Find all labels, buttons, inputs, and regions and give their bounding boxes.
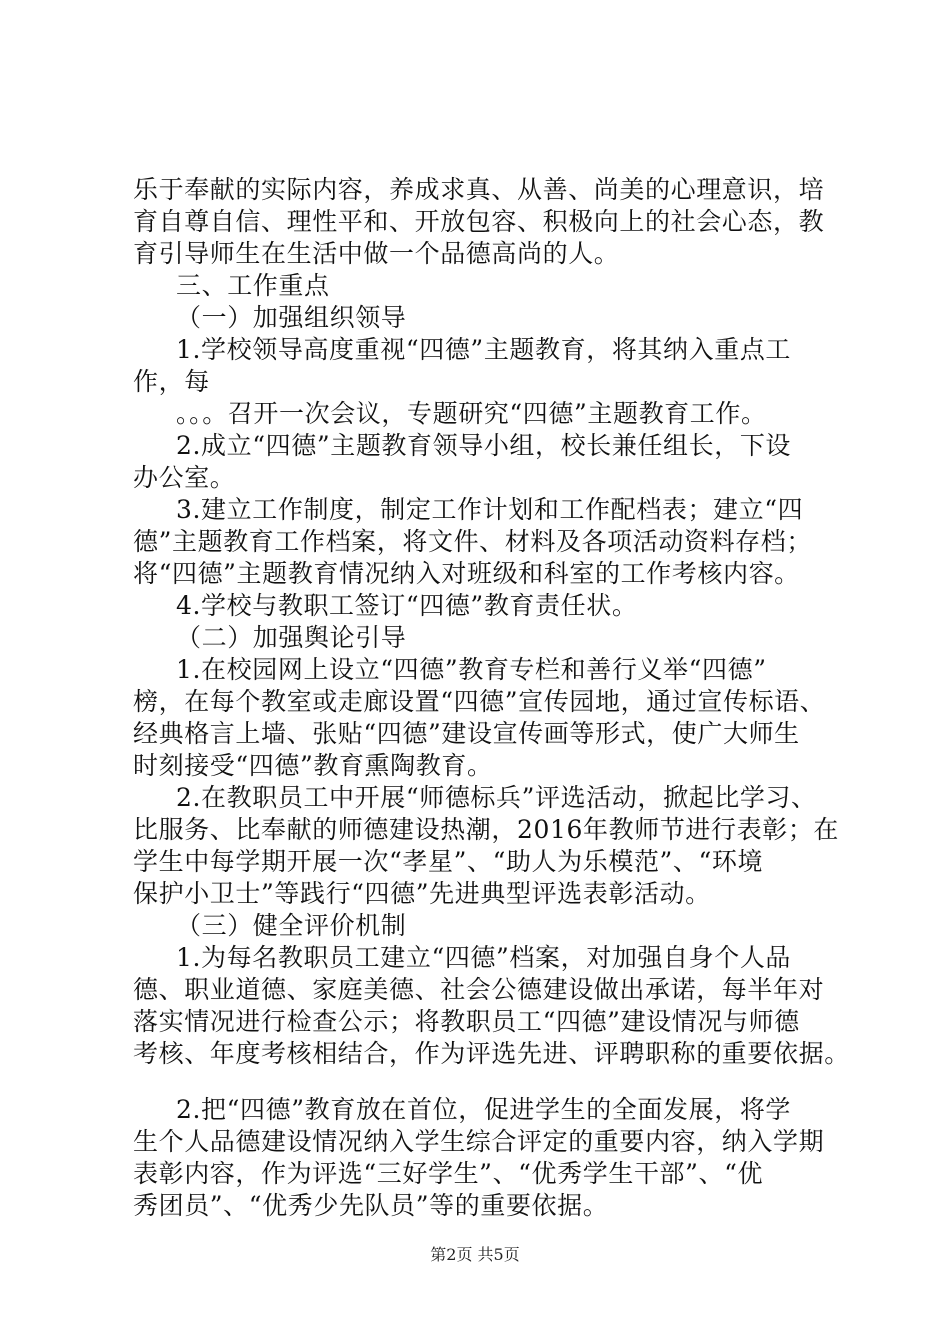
text-line-8: 。。。召开一次会议，专题研究“四德”主题教育工作。 (176, 399, 767, 428)
text-line-10: 办公室。 (133, 463, 236, 492)
text-line-22: 学生中每学期开展一次“孝星”、“助人为乐模范”、“环境 (133, 847, 764, 876)
text-line-9: 2.成立“四德”主题教育领导小组，校长兼任组长，下设 (176, 431, 792, 460)
section-heading-3: 三、工作重点 (176, 271, 330, 300)
text-line-18: 经典格言上墙、张贴“四德”建设宣传画等形式，使广大师生 (133, 719, 800, 748)
text-line-6: 1.学校领导高度重视“四德”主题教育，将其纳入重点工 (176, 335, 792, 364)
text-line-1: 乐于奉献的实际内容，养成求真、从善、尚美的心理意识，培 (133, 175, 825, 204)
text-line-11: 3.建立工作制度，制定工作计划和工作配档表；建立“四 (176, 495, 804, 524)
text-line-31: 表彰内容，作为评选“三好学生”、“优秀学生干部”、“优 (133, 1159, 764, 1188)
page-footer (0, 1245, 950, 1265)
text-line-32: 秀团员”、“优秀少先队员”等的重要依据。 (133, 1191, 609, 1220)
text-line-28: 考核、年度考核相结合，作为评选先进、评聘职称的重要依据。 (133, 1039, 850, 1068)
text-line-27: 落实情况进行检查公示；将教职员工“四德”建设情况与师德 (133, 1007, 800, 1036)
text-line-23: 保护小卫士”等践行“四德”先进典型评选表彰活动。 (133, 879, 711, 908)
text-line-3: 育引导师生在生活中做一个品德高尚的人。 (133, 239, 620, 268)
text-line-21: 比服务、比奉献的师德建设热潮，2016年教师节进行表彰；在 (133, 815, 840, 844)
text-line-30: 生个人品德建设情况纳入学生综合评定的重要内容，纳入学期 (133, 1127, 825, 1156)
text-line-2: 育自尊自信、理性平和、开放包容、积极向上的社会心态，教 (133, 207, 825, 236)
text-line-17: 榜，在每个教室或走廊设置“四德”宣传园地，通过宣传标语、 (133, 687, 826, 716)
text-line-13: 将“四德”主题教育情况纳入对班级和科室的工作考核内容。 (133, 559, 800, 588)
text-line-7: 作，每 (133, 367, 210, 396)
text-line-25: 1.为每名教职员工建立“四德”档案，对加强自身个人品 (176, 943, 792, 972)
text-line-20: 2.在教职员工中开展“师德标兵”评选活动，掀起比学习、 (176, 783, 817, 812)
text-line-12: 德”主题教育工作档案，将文件、材料及各项活动资料存档； (133, 527, 812, 556)
text-line-14: 4.学校与教职工签订“四德”教育责任状。 (176, 591, 638, 620)
page-number-label: 第2页 共5页 (430, 1245, 520, 1264)
text-line-26: 德、职业道德、家庭美德、社会公德建设做出承诺，每半年对 (133, 975, 825, 1004)
subsection-heading-1: （一）加强组织领导 (176, 303, 407, 332)
text-line-16: 1.在校园网上设立“四德”教育专栏和善行义举“四德” (176, 655, 767, 684)
text-line-29: 2.把“四德”教育放在首位，促进学生的全面发展，将学 (176, 1095, 792, 1124)
subsection-heading-3: （三）健全评价机制 (176, 911, 407, 940)
text-line-19: 时刻接受“四德”教育熏陶教育。 (133, 751, 493, 780)
subsection-heading-2: （二）加强舆论引导 (176, 623, 407, 652)
